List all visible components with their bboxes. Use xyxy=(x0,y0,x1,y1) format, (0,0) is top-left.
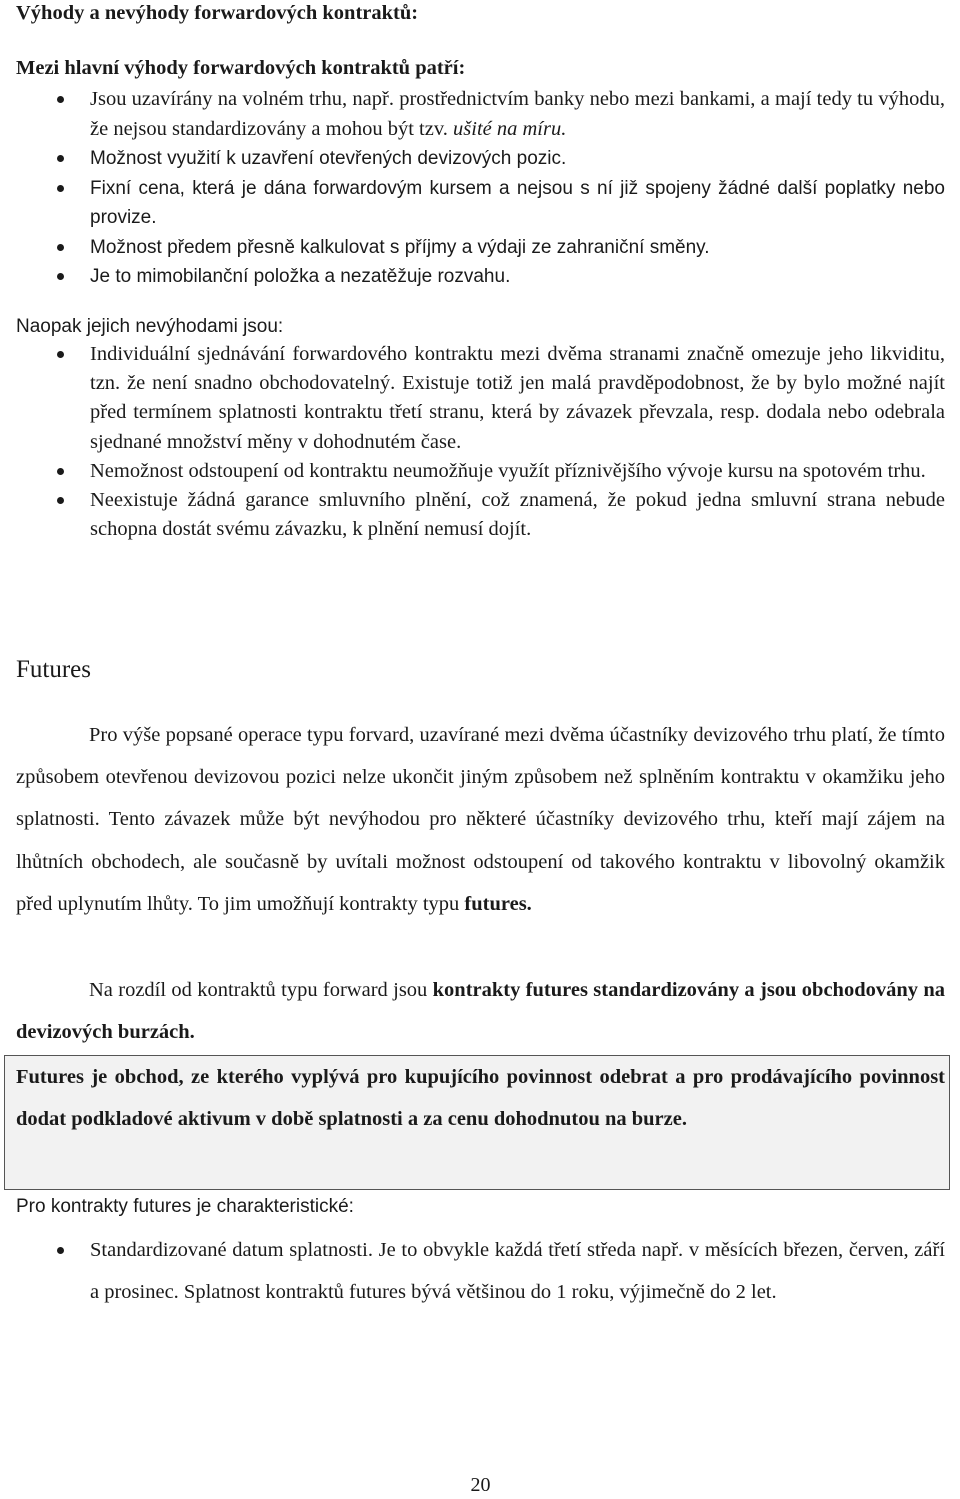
characteristics-intro: Pro kontrakty futures je charakteristické: xyxy=(16,1196,354,1217)
item-text: Fixní cena, která je dána forwardovým kursem a nejsou s ní již spojeny žádné další poplatky nebo provize. xyxy=(90,177,945,228)
bullet-icon xyxy=(57,497,64,504)
item-text: Možnost předem přesně kalkulovat s příjmy a výdaji ze zahraniční směny. xyxy=(90,236,710,258)
bullet-icon xyxy=(57,155,64,162)
list-item xyxy=(16,340,945,457)
disadvantages-list xyxy=(16,340,945,544)
list-item xyxy=(16,457,945,486)
paragraph-text: Pro výše popsané operace typu forvard, uzavírané mezi dvěma účastníky devizového trhu platí, že tímto způsobem otevřenou devizovou pozici nelze ukončit jiným způsobem než splněním kontraktu v okamžiku jeho splatnosti. Tento závazek může být nevýhodou pro některé účastníky devizového trhu, kteří mají zájem na lhůtních obchodech, ale současně by uvítali možnost odstoupení od takového kontraktu v libovolný okamžik před uplynutím lhůty. To jim umožňují kontrakty typu xyxy=(16,724,945,915)
futures-paragraph-1 xyxy=(16,714,945,925)
item-text: Možnost využití k uzavření otevřených devizových pozic. xyxy=(90,148,567,169)
characteristics-list xyxy=(16,1229,945,1313)
disadvantages-heading: Naopak jejich nevýhodami jsou: xyxy=(16,316,284,337)
list-item xyxy=(16,262,945,292)
paragraph-bold-text: futures. xyxy=(464,892,532,915)
paragraph-bold-text: kontrakty futures standardizovány a jsou obchodovány na devizových burzách. xyxy=(16,979,945,1044)
bullet-icon xyxy=(57,351,64,358)
list-item xyxy=(16,233,945,263)
item-text: Standardizované datum splatnosti. Je to obvykle každá třetí středa např. v měsících březen, červen, září a prosinec. Splatnost kontraktů futures bývá většinou do 1 roku, výjimečně do 2 let. xyxy=(90,1239,945,1304)
bullet-icon xyxy=(57,185,64,192)
advantages-heading: Mezi hlavní výhody forwardových kontraktů patří: xyxy=(16,57,466,79)
bullet-icon xyxy=(57,244,64,251)
futures-heading: Futures xyxy=(16,656,91,683)
item-text: Je to mimobilanční položka a nezatěžuje rozvahu. xyxy=(90,266,511,287)
paragraph-text: Na rozdíl od kontraktů typu forward jsou xyxy=(89,979,433,1001)
bullet-icon xyxy=(57,273,64,280)
list-item xyxy=(16,486,945,544)
item-italic-text: ušité na míru. xyxy=(453,117,567,140)
page-number: 20 xyxy=(470,1474,491,1496)
bullet-icon xyxy=(57,468,64,475)
item-text: Nemožnost odstoupení od kontraktu neumožňuje využít příznivějšího vývoje kursu na spotovém trhu. xyxy=(90,459,926,482)
list-item xyxy=(16,85,945,144)
futures-definition: Futures je obchod, ze kterého vyplývá pro kupujícího povinnost odebrat a pro prodávajícího povinnost dodat podkladové aktivum v době splatnosti a za cenu dohodnutou na burze. xyxy=(16,1066,945,1131)
item-text: Individuální sjednávání forwardového kontraktu mezi dvěma stranami značně omezuje jeho likviditu, tzn. že není snadno obchodovatelný. Existuje totiž jen malá pravděpodobnost, že by bylo možné najít před termínem splatnosti kontraktu třetí stranu, která by závazek převzala, resp. dodala nebo odebrala sjednané množství měny v dohodnutém čase. xyxy=(90,343,945,453)
futures-paragraph-2 xyxy=(16,969,945,1053)
section-title: Výhody a nevýhody forwardových kontraktů: xyxy=(16,2,419,24)
list-item xyxy=(16,1229,945,1313)
item-text: Neexistuje žádná garance smluvního plnění, což znamená, že pokud jedna smluvní strana nebude schopna dostát svému závazku, k plnění nemusí dojít. xyxy=(90,489,945,541)
list-item xyxy=(16,174,945,233)
bullet-icon xyxy=(57,1247,64,1254)
item-text: Jsou uzavírány na volném trhu, např. prostřednictvím banky nebo mezi bankami, a mají tedy tu výhodu, že nejsou standardizovány a mohou být tzv. xyxy=(90,88,945,140)
list-item xyxy=(16,144,945,174)
bullet-icon xyxy=(57,96,64,103)
advantages-list xyxy=(16,85,945,292)
